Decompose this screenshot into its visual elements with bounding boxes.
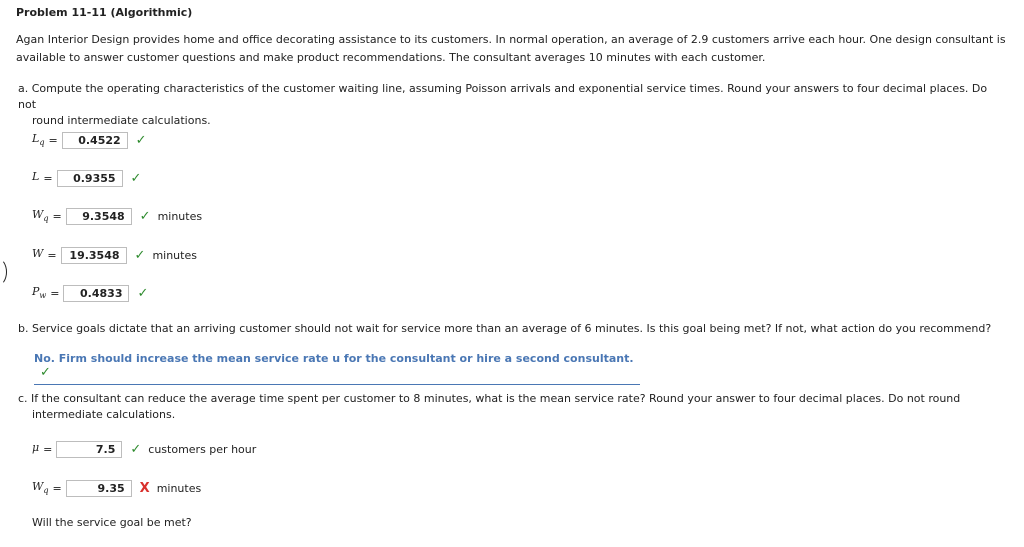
equals-sign: = (48, 133, 58, 147)
equals-sign: = (52, 481, 62, 495)
check-icon: ✓ (135, 132, 147, 148)
l-input[interactable]: 0.9355 (57, 170, 123, 187)
check-icon: ✓ (137, 285, 149, 301)
wq-c-row (32, 478, 201, 498)
equals-sign: = (47, 248, 57, 262)
wq-c-unit: minutes (156, 481, 202, 495)
equals-sign: = (52, 209, 62, 223)
wq-c-input[interactable]: 9.35 (66, 480, 132, 497)
part-c-line-2: intermediate calculations. (32, 408, 176, 421)
part-a-line-1: a. Compute the operating characteristics of the customer waiting line, assuming Poisson arrivals and exponential service times. Round your answers to four decimal places. Do not (18, 82, 988, 111)
part-a-line-2: round intermediate calculations. (32, 114, 211, 127)
equals-sign: = (43, 171, 53, 185)
check-icon: ✓ (134, 247, 146, 263)
check-icon: ✓ (130, 170, 142, 186)
pw-row (32, 283, 148, 303)
wq-c-label: $W_q$ (32, 480, 49, 496)
pw-input[interactable]: 0.4833 (63, 285, 129, 302)
lq-label: $L_q$ (32, 132, 45, 148)
check-icon: ✓ (130, 441, 142, 457)
check-icon: ✓ (40, 365, 51, 380)
w-row (32, 245, 197, 265)
l-row (32, 168, 141, 188)
w-label: W (32, 247, 44, 261)
bracket-mark (0, 258, 7, 286)
pw-label: $P_w$ (32, 285, 47, 301)
intro-line-2: available to answer customer questions and make product recommendations. The consultant averages 10 minutes with each customer. (16, 51, 766, 64)
x-icon: X (139, 480, 150, 496)
part-c-followup: Will the service goal be met? (32, 516, 192, 529)
wq-label: $W_q$ (32, 208, 49, 224)
part-b-question: b. Service goals dictate that an arriving customer should not wait for service more than an average of 6 minutes. Is this goal being met? If not, what action do you recommend? (18, 322, 992, 335)
problem-title: Problem 11-11 (Algorithmic) (16, 6, 193, 19)
mu-row (32, 439, 256, 459)
intro-line-1: Agan Interior Design provides home and office decorating assistance to its customers. In normal operation, an average of 2.9 customers arrive each hour. One design consultant is (16, 33, 1006, 46)
wq-input[interactable]: 9.3548 (66, 208, 132, 225)
mu-unit: customers per hour (148, 442, 257, 456)
w-input[interactable]: 19.3548 (61, 247, 127, 264)
part-c-question (18, 391, 1008, 423)
equals-sign: = (50, 286, 60, 300)
w-unit: minutes (152, 248, 197, 262)
part-a-question (18, 81, 1008, 129)
wq-row (32, 206, 202, 226)
l-label: L (32, 170, 40, 184)
mu-label: μ (32, 441, 40, 455)
problem-intro (16, 31, 1006, 67)
equals-sign: = (43, 442, 53, 456)
lq-input[interactable]: 0.4522 (62, 132, 128, 149)
mu-input[interactable]: 7.5 (56, 441, 122, 458)
lq-row (32, 130, 147, 150)
check-icon: ✓ (139, 208, 151, 224)
part-b-answer-text: No. Firm should increase the mean service rate u for the consultant or hire a second consultant. (34, 352, 634, 365)
part-c-line-1: c. If the consultant can reduce the average time spent per customer to 8 minutes, what is the mean service rate? Round your answer to four decimal places. Do not round (18, 392, 961, 405)
part-b-answer-select[interactable] (34, 352, 640, 385)
wq-unit: minutes (157, 209, 203, 223)
